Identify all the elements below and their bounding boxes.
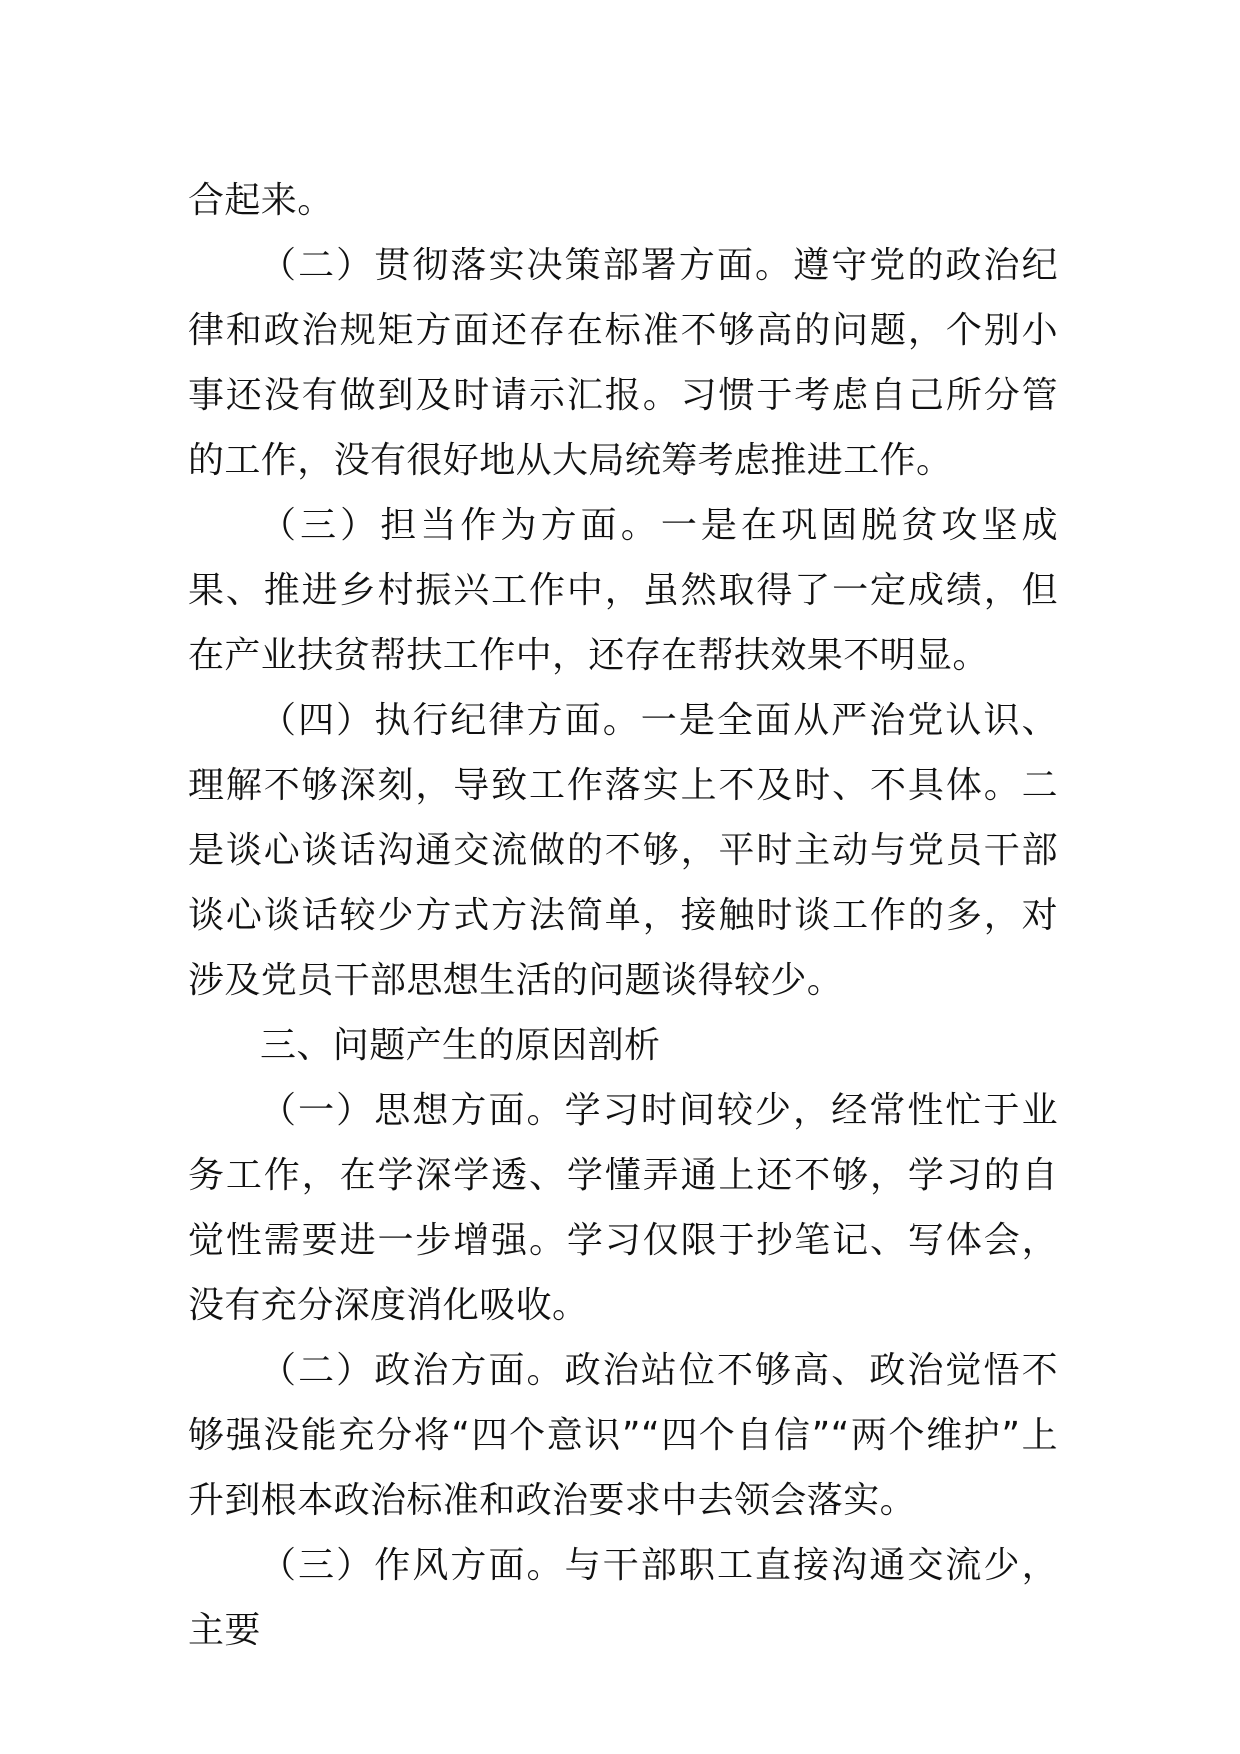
paragraph-ideology: （一）思想方面。学习时间较少，经常性忙于业务工作，在学深学透、学懂弄通上还不够，学习的自觉性需要进一步增强。学习仅限于抄笔记、写体会，没有充分深度消化吸收。 (188, 1090, 1058, 1326)
paragraph-responsibility: （三）担当作为方面。一是在巩固脱贫攻坚成果、推进乡村振兴工作中，虽然取得了一定成绩，但在产业扶贫帮扶工作中，还存在帮扶效果不明显。 (188, 505, 1058, 676)
document-body (188, 168, 1058, 1663)
paragraph-continuation: 合起来。 (188, 180, 334, 221)
paragraph-policy-implementation: （二）贯彻落实决策部署方面。遵守党的政治纪律和政治规矩方面还存在标准不够高的问题，个别小事还没有做到及时请示汇报。习惯于考虑自己所分管的工作，没有很好地从大局统筹考虑推进工作。 (188, 245, 1058, 481)
paragraph-discipline: （四）执行纪律方面。一是全面从严治党认识、理解不够深刻，导致工作落实上不及时、不具体。二是谈心谈话沟通交流做的不够，平时主动与党员干部谈心谈话较少方式方法简单，接触时谈工作的多，对涉及党员干部思想生活的问题谈得较少。 (188, 700, 1058, 1001)
paragraph-politics: （二）政治方面。政治站位不够高、政治觉悟不够强没能充分将“四个意识”“四个自信”“两个维护”上升到根本政治标准和政治要求中去领会落实。 (188, 1350, 1058, 1521)
paragraph-work-style: （三）作风方面。与干部职工直接沟通交流少，主要 (188, 1545, 1058, 1651)
section-heading-cause-analysis: 三、问题产生的原因剖析 (260, 1025, 661, 1066)
